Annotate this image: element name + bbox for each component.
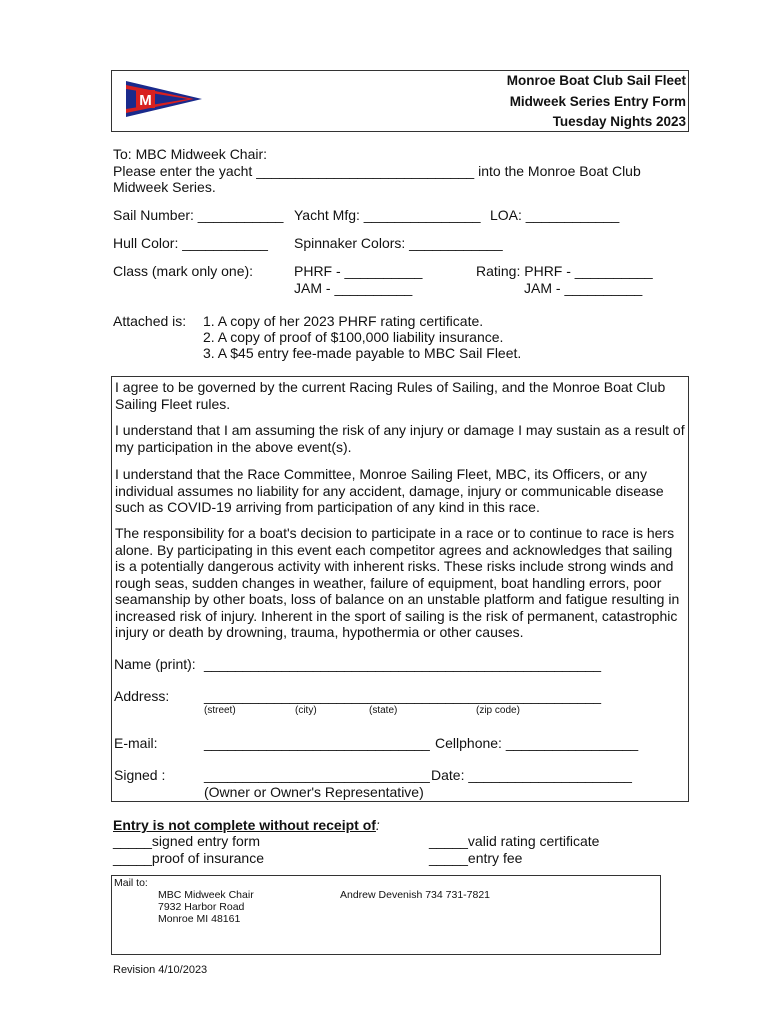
intro-enter-yacht: Please enter the yacht ____________________________ into the Monroe Boat Club [113, 163, 641, 179]
address-state-caption: (state) [369, 705, 398, 716]
signature-line[interactable]: _____________________________ [204, 767, 430, 783]
agreement-paragraph-responsibility: The responsibility for a boat's decision to participate in a race or to continue to race is hers alone. By participating in this event each competitor agrees and acknowledges that sailing is a potentially dangerous activity with inherent risks. These risks include strong winds and rough seas, sudden changes in weather, failure of equipment, boat handling errors, poor seamanship by other boats, loss of balance on an unstable platform and fatigue resulting in increased risk of injury. Inherent in the sport of sailing is the risk of permanent, catastrophic injury or death by drowning, trauma, hypothermia or other causes. [115, 525, 680, 640]
date-field[interactable]: Date: _____________________ [431, 767, 632, 783]
attached-item: 2. A copy of proof of $100,000 liability insurance. [203, 329, 504, 345]
signed-label: Signed : [114, 767, 166, 783]
class-label: Class (mark only one): [113, 263, 254, 279]
mail-contact: Andrew Devenish 734 731-7821 [340, 889, 491, 901]
address-zip-caption: (zip code) [476, 705, 520, 716]
class-phrf-field[interactable]: PHRF - __________ [294, 263, 423, 279]
burgee-letter-m: M [139, 92, 152, 109]
name-label: Name (print): [114, 656, 196, 672]
header-title-line1: Monroe Boat Club Sail Fleet [506, 73, 686, 88]
checklist-item[interactable]: _____signed entry form [113, 833, 261, 849]
checklist-item[interactable]: _____entry fee [429, 850, 523, 866]
address-input-line[interactable]: ___________________________________________________ [204, 688, 602, 704]
mail-recipient-name: MBC Midweek Chair [158, 889, 254, 901]
checklist-item[interactable]: _____proof of insurance [113, 850, 264, 866]
agreement-paragraph-liability: I understand that the Race Committee, Monroe Sailing Fleet, MBC, its Officers, or any individual assumes no liability for any accident, damage, injury or communicable disease such as COVID-19 arriving from participation of any kind in this race. [115, 466, 664, 515]
checklist-title-colon: : [375, 817, 380, 833]
header-title-line3: Tuesday Nights 2023 [552, 114, 686, 129]
spinnaker-colors-field[interactable]: Spinnaker Colors: ____________ [294, 235, 503, 251]
mail-city: Monroe MI 48161 [158, 913, 241, 925]
checklist-item[interactable]: _____valid rating certificate [429, 833, 600, 849]
agreement-paragraph-rules: I agree to be governed by the current Racing Rules of Sailing, and the Monroe Boat Club Sailing Fleet rules. [115, 379, 666, 412]
header-title-block [507, 71, 686, 133]
club-burgee-logo [124, 75, 204, 123]
sail-number-field[interactable]: Sail Number: ___________ [113, 207, 284, 223]
checklist-title-text: Entry is not complete without receipt of [113, 817, 376, 833]
hull-color-field[interactable]: Hull Color: ___________ [113, 235, 268, 251]
header-title-line2: Midweek Series Entry Form [509, 93, 686, 109]
attached-item: 1. A copy of her 2023 PHRF rating certificate. [203, 313, 484, 329]
loa-field[interactable]: LOA: ____________ [490, 207, 620, 223]
name-input-line[interactable]: ___________________________________________________ [204, 656, 602, 672]
class-jam-field[interactable]: JAM - __________ [294, 280, 413, 296]
intro-to: To: MBC Midweek Chair: [113, 146, 268, 162]
mail-street: 7932 Harbor Road [158, 901, 245, 913]
cellphone-field[interactable]: Cellphone: _________________ [435, 735, 639, 751]
address-city-caption: (city) [295, 705, 317, 716]
agreement-paragraph-risk: I understand that I am assuming the risk of any injury or damage I may sustain as a result of my participation in the above event(s). [115, 422, 685, 455]
yacht-mfg-field[interactable]: Yacht Mfg: _______________ [294, 207, 481, 223]
rating-phrf-field[interactable]: Rating: PHRF - __________ [476, 263, 653, 279]
attached-item: 3. A $45 entry fee-made payable to MBC Sail Fleet. [203, 345, 522, 361]
mail-to-label: Mail to: [114, 877, 148, 889]
mail-to-box [111, 875, 661, 955]
intro-series: Midweek Series. [113, 179, 216, 195]
rating-jam-field[interactable]: JAM - __________ [524, 280, 643, 296]
address-street-caption: (street) [204, 705, 236, 716]
email-label: E-mail: [114, 735, 158, 751]
address-label: Address: [114, 688, 170, 704]
attached-label: Attached is: [113, 313, 187, 329]
revision-note: Revision 4/10/2023 [113, 964, 208, 976]
owner-caption: (Owner or Owner's Representative) [204, 784, 424, 800]
email-input-line[interactable]: _____________________________ [204, 735, 430, 751]
checklist-title [113, 817, 380, 834]
agreement-box [111, 376, 689, 802]
header-box [111, 70, 689, 132]
